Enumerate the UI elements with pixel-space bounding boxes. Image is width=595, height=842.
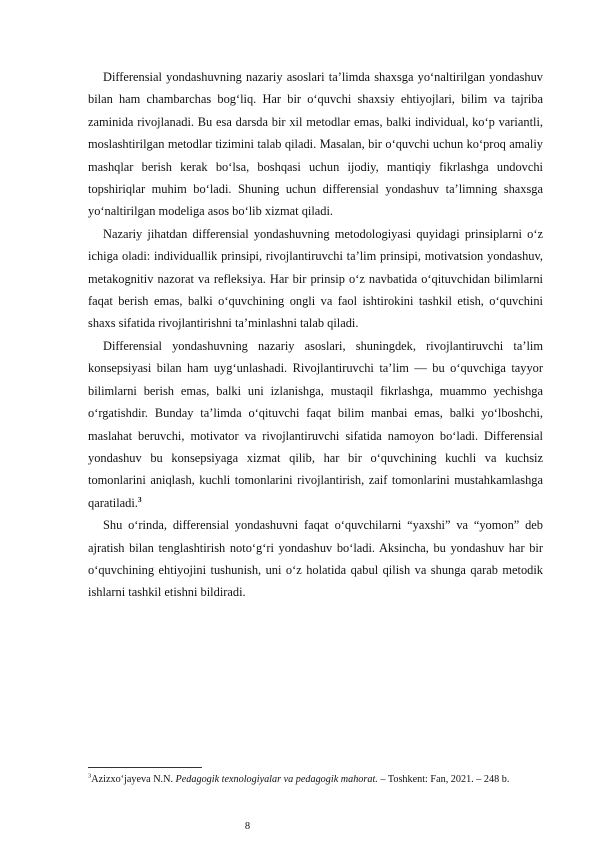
paragraph-3 (88, 335, 543, 514)
paragraph-2: Nazariy jihatdan differensial yondashuvning metodologiyasi quyidagi prinsiplarni o‘z ichiga oladi: individuallik prinsipi, rivojlantiruvchi ta’lim prinsipi, motivatsion yondashuv, metakognitiv nazorat va refleksiya. Har bir prinsip o‘z navbatida o‘qituvchidan bilimlarni faqat berish emas, balki o‘quvchining ongli va faol ishtirokini tashkil etish, o‘quvchini shaxs sifatida rivojlantirishni ta’minlashni talab qiladi. (88, 226, 543, 331)
page-number: 8 (244, 821, 251, 832)
footnote (88, 773, 543, 787)
footnote-title: Pedagogik texnologiyalar va pedagogik mahorat. (175, 774, 378, 785)
footnote-reference[interactable]: 3 (137, 494, 142, 504)
paragraph-1: Differensial yondashuvning nazariy asoslari ta’limda shaxsga yo‘naltirilgan yondashuv bilan ham chambarchas bog‘liq. Har bir o‘quvchi shaxsiy ehtiyojlari, bilim va tajriba zaminida rivojlanadi. Bu esa darsda bir xil metodlar emas, balki individual, ko‘p variantli, moslashtirilgan metodlar tizimini talab qiladi. Masalan, bir o‘quvchi uchun ko‘proq amaliy mashqlar berish kerak bo‘lsa, boshqasi uchun ijodiy, mantiqiy fikrlashga undovchi topshiriqlar muhim bo‘ladi. Shuning uchun differensial yondashuv ta’limning shaxsga yo‘naltirilgan modeliga asos bo‘lib xizmat qiladi. (88, 70, 543, 219)
footnote-divider (88, 767, 202, 768)
paragraph-3-text: Differensial yondashuvning nazariy asoslari, shuningdek, rivojlantiruvchi ta’lim konsepsiyasi bilan ham uyg‘unlashadi. Rivojlantiruvchi ta’lim — bu o‘quvchiga tayyor bilimlarni berish emas, balki uni izlanishga, mustaqil fikrlashga, muammo yechishga o‘rgatishdir. Bunday ta’limda o‘qituvchi faqat bilim manbai emas, balki yo‘lboshchi, maslahat beruvchi, motivator va rivojlantiruvchi sifatida namoyon bo‘ladi. Differensial yondashuv bu konsepsiyaga xizmat qilib, har bir o‘quvchining kuchli va kuchsiz tomonlarini aniqlash, kuchli tomonlarini rivojlantirish, zaif tomonlarini mustahkamlashga qaratiladi. (88, 338, 543, 510)
document-body (88, 66, 543, 604)
footnote-author: Azizxo‘jayeva N.N. (91, 774, 173, 785)
footnote-publication: – Toshkent: Fan, 2021. – 248 b. (380, 774, 510, 785)
paragraph-4: Shu o‘rinda, differensial yondashuvni faqat o‘quvchilarni “yaxshi” va “yomon” deb ajratish bilan tenglashtirish noto‘g‘ri yondashuv bo‘ladi. Aksincha, bu yondashuv har bir o‘quvchining ehtiyojini tushunish, uni o‘z holatida qabul qilish va shunga qarab metodik ishlarni tashkil etishni bildiradi. (88, 518, 543, 600)
footnote-mark: 3 (88, 772, 92, 780)
